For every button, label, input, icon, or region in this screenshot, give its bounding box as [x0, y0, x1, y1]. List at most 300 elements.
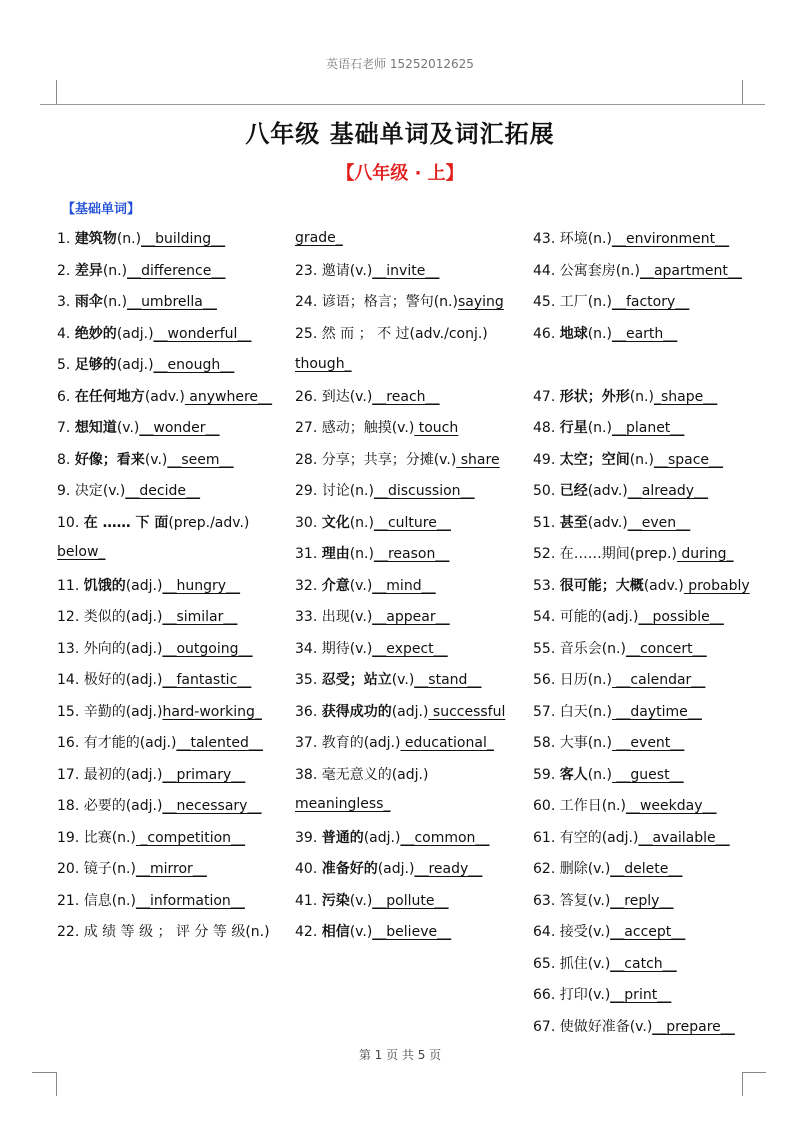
entry-pos: (v.)	[144, 451, 168, 468]
entry-pos: (n.)	[349, 546, 374, 562]
entry-number: 29.	[295, 483, 322, 499]
entry-chinese: 绝妙的	[74, 325, 117, 342]
entry-answer: educational_	[400, 735, 494, 751]
entry-chinese: 足够的	[74, 357, 117, 373]
vocab-entry	[295, 388, 440, 406]
entry-pos: (v.)	[349, 577, 373, 594]
entry-number: 48.	[533, 420, 560, 436]
entry-number: 34.	[295, 640, 322, 657]
vocab-entry	[57, 766, 245, 784]
entry-chinese: 污染	[321, 892, 350, 909]
entry-pos: (n.)	[245, 924, 270, 940]
entry-pos: (n.)	[601, 798, 626, 814]
entry-pos: (v.)	[587, 892, 611, 909]
entry-pos: (adj.)	[125, 703, 163, 720]
vocab-entry	[57, 640, 252, 658]
entry-chinese: 极好的	[83, 672, 126, 688]
vocab-entry	[295, 892, 449, 910]
entry-answer: __daytime__	[611, 703, 702, 720]
vocab-entry	[533, 955, 677, 973]
entry-pos: (n.)	[629, 388, 654, 405]
entry-number: 5.	[57, 357, 75, 373]
entry-answer: __mirror__	[135, 861, 207, 877]
entry-pos: (adv./conj.)	[409, 325, 488, 342]
vocab-entry	[295, 703, 505, 721]
vocab-entry	[295, 829, 489, 847]
entry-number: 49.	[533, 451, 560, 468]
entry-number: 47.	[533, 388, 560, 405]
entry-number: 66.	[533, 987, 560, 1003]
vocab-entry	[533, 892, 673, 910]
entry-answer: __outgoing__	[162, 640, 253, 657]
vocab-entry	[533, 419, 684, 437]
entry-answer: __ready__	[414, 861, 483, 877]
entry-pos: (n.)	[111, 892, 136, 909]
entry-number: 58.	[533, 735, 560, 751]
vocab-entry	[57, 293, 217, 311]
entry-number: 42.	[295, 924, 322, 940]
entry-chinese: 毫无意义的	[321, 766, 392, 783]
vocab-entry	[533, 451, 723, 469]
entry-answer: __decide__	[125, 483, 200, 499]
entry-number: 60.	[533, 798, 560, 814]
entry-number: 46.	[533, 325, 560, 342]
entry-answer: __guest__	[611, 766, 684, 783]
entry-answer: __talented__	[176, 735, 263, 751]
vocab-entry	[295, 923, 451, 941]
entry-chinese: 工作日	[559, 798, 602, 814]
entry-chinese: 在任何地方	[74, 388, 145, 405]
vocab-entry	[533, 1018, 735, 1036]
entry-chinese: 删除	[559, 861, 588, 877]
entry-pos: (v.)	[587, 955, 611, 972]
entry-pos: (n.)	[116, 231, 142, 247]
entry-chinese: 镜子	[83, 861, 112, 877]
entry-number: 27.	[295, 420, 322, 436]
vocab-entry	[295, 545, 449, 563]
entry-pos: (v.)	[349, 924, 373, 940]
entry-number: 7.	[57, 420, 75, 436]
vocab-entry	[57, 797, 261, 815]
entry-answer: _shape__	[653, 388, 718, 405]
entry-chinese: 教育的	[321, 735, 364, 751]
entry-pos: (adv.)	[587, 514, 628, 531]
entry-answer: hard-working_	[162, 703, 262, 720]
entry-pos: (adj.)	[601, 609, 639, 625]
entry-continuation: meaningless_	[295, 796, 391, 812]
vocab-entry	[533, 262, 742, 280]
entry-answer: __planet__	[611, 420, 685, 436]
entry-answer: __earth__	[611, 325, 678, 342]
entry-pos: (adj.)	[391, 703, 429, 720]
entry-chinese: 打印	[559, 987, 588, 1003]
vocab-entry	[533, 514, 690, 532]
entry-number: 33.	[295, 609, 322, 625]
page-subtitle: 【八年级 · 上】	[336, 163, 464, 184]
entry-number: 2.	[57, 262, 75, 279]
vocab-entry	[57, 923, 270, 941]
entry-chinese: 然 而 ； 不 过	[321, 325, 410, 342]
entry-answer: touch	[414, 420, 459, 436]
entry-answer: __primary__	[162, 766, 246, 783]
entry-pos: (n.)	[601, 640, 626, 657]
entry-chinese: 相信	[321, 924, 350, 940]
entry-pos: (adj.)	[125, 798, 163, 814]
vocab-entry	[295, 451, 500, 469]
entry-chinese: 获得成功的	[321, 703, 392, 720]
entry-pos: (v.)	[349, 609, 373, 625]
vocab-entry	[533, 640, 707, 658]
entry-chinese: 出现	[321, 609, 350, 625]
entry-pos: (adj.)	[363, 829, 401, 846]
vocab-entry	[533, 545, 734, 563]
vocab-entry	[57, 419, 220, 437]
entry-chinese: 使做好准备	[559, 1018, 630, 1035]
entry-chinese: 接受	[559, 924, 588, 940]
entry-answer: during_	[676, 546, 734, 562]
crop-mark	[742, 1072, 766, 1073]
entry-number: 50.	[533, 483, 560, 499]
entry-number: 52.	[533, 546, 560, 562]
entry-number: 40.	[295, 861, 322, 877]
entry-number: 31.	[295, 546, 322, 562]
entry-answer: __apartment__	[639, 262, 742, 279]
entry-chinese: 比赛	[83, 829, 112, 846]
entry-pos: (adj.)	[139, 735, 177, 751]
entry-number: 64.	[533, 924, 560, 940]
entry-pos: (adj.)	[125, 577, 163, 594]
entry-answer: __enough__	[153, 357, 235, 373]
vocab-entry	[57, 734, 263, 752]
section-label: 【基础单词】	[62, 202, 141, 217]
entry-answer: _competition__	[135, 829, 246, 846]
entry-chinese: 忍受；站立	[321, 672, 392, 688]
entry-chinese: 有空的	[559, 829, 602, 846]
entry-chinese: 差异	[74, 262, 103, 279]
entry-pos: (n.)	[587, 420, 612, 436]
vocab-entry	[295, 766, 428, 784]
entry-pos: (adj.)	[391, 766, 429, 783]
entry-number: 65.	[533, 955, 560, 972]
entry-chinese: 邀请	[321, 262, 350, 279]
vocab-entry	[533, 577, 750, 595]
page-footer: 第 1 页 共 5 页	[358, 1048, 442, 1062]
entry-number: 6.	[57, 388, 75, 405]
entry-pos: (adv.)	[587, 483, 628, 499]
vocab-entry	[295, 640, 448, 658]
entry-answer: anywhere__	[184, 388, 273, 405]
entry-number: 45.	[533, 294, 560, 310]
entry-number: 1.	[57, 231, 75, 247]
entry-pos: (v.)	[116, 420, 140, 436]
entry-answer: __believe__	[372, 924, 452, 940]
entry-number: 10.	[57, 514, 84, 531]
entry-answer: __event__	[611, 735, 685, 751]
entry-answer: __concert__	[625, 640, 707, 657]
entry-chinese: 外向的	[83, 640, 126, 657]
entry-chinese: 行星	[559, 420, 588, 436]
entry-pos: (n.)	[111, 829, 136, 846]
entry-answer: __building__	[141, 231, 226, 247]
entry-pos: (n.)	[587, 766, 612, 783]
entry-pos: (v.)	[391, 672, 415, 688]
entry-chinese: 最初的	[83, 766, 126, 783]
entry-number: 26.	[295, 388, 322, 405]
entry-answer: __available__	[638, 829, 730, 846]
entry-pos: (adj.)	[377, 861, 415, 877]
vocab-entry	[57, 608, 237, 626]
vocab-entry	[57, 388, 272, 406]
entry-number: 54.	[533, 609, 560, 625]
entry-number: 51.	[533, 514, 560, 531]
entry-number: 37.	[295, 735, 322, 751]
vocab-entry	[533, 671, 705, 689]
entry-answer: __fantastic__	[162, 672, 252, 688]
entry-answer: __weekday__	[625, 798, 717, 814]
entry-chinese: 在 …… 下 面	[83, 514, 169, 531]
entry-number: 4.	[57, 325, 75, 342]
entry-chinese: 分享；共享；分摊	[321, 451, 434, 468]
vocab-entry	[57, 356, 234, 374]
entry-answer: __reply__	[610, 892, 674, 909]
entry-answer: __even__	[627, 514, 691, 531]
entry-pos: (adj.)	[116, 357, 154, 373]
entry-pos: (n.)	[615, 262, 640, 279]
entry-answer: __similar__	[162, 609, 238, 625]
vocab-entry	[533, 797, 717, 815]
entry-answer: __appear__	[372, 609, 450, 625]
entry-chinese: 信息	[83, 892, 112, 909]
entry-number: 17.	[57, 766, 84, 783]
entry-chinese: 客人	[559, 766, 588, 783]
entry-answer: __catch__	[610, 955, 677, 972]
entry-pos: (adj.)	[125, 609, 163, 625]
entry-number: 57.	[533, 703, 560, 720]
vocab-entry	[295, 514, 451, 532]
entry-chinese: 感动；触摸	[321, 420, 392, 436]
entry-pos: (v.)	[349, 640, 373, 657]
entry-number: 38.	[295, 766, 322, 783]
entry-pos: (v.)	[349, 262, 373, 279]
entry-pos: (n.)	[629, 451, 654, 468]
vocab-entry	[295, 734, 494, 752]
crop-mark	[56, 80, 57, 104]
entry-number: 61.	[533, 829, 560, 846]
entry-number: 13.	[57, 640, 84, 657]
entry-pos: (n.)	[349, 483, 374, 499]
entry-answer: __information__	[135, 892, 245, 909]
vocab-entry	[295, 293, 504, 311]
entry-chinese: 讨论	[321, 483, 350, 499]
entry-answer: __calendar__	[611, 672, 706, 688]
entry-pos: (adj.)	[116, 325, 154, 342]
vocab-entry	[533, 829, 730, 847]
entry-pos: (v.)	[587, 924, 611, 940]
entry-chinese: 谚语；格言；警句	[321, 294, 434, 310]
entry-number: 21.	[57, 892, 84, 909]
entry-chinese: 答复	[559, 892, 588, 909]
entry-number: 35.	[295, 672, 322, 688]
entry-chinese: 大事	[559, 735, 588, 751]
entry-answer: __invite__	[372, 262, 440, 279]
entry-continuation: though_	[295, 356, 352, 372]
entry-number: 41.	[295, 892, 322, 909]
entry-chinese: 决定	[74, 483, 103, 499]
entry-number: 22.	[57, 924, 84, 940]
entry-chinese: 建筑物	[74, 231, 117, 247]
entry-number: 8.	[57, 451, 75, 468]
vocab-entry	[57, 262, 225, 280]
vocab-entry	[295, 482, 475, 500]
entry-pos: (n.)	[349, 514, 374, 531]
entry-number: 55.	[533, 640, 560, 657]
vocab-entry	[533, 388, 717, 406]
vocab-entry	[533, 734, 684, 752]
entry-answer: probably	[683, 577, 750, 594]
entry-number: 67.	[533, 1018, 560, 1035]
entry-answer: __already__	[627, 483, 709, 499]
entry-pos: (v.)	[629, 1018, 653, 1035]
entry-pos: (prep.)	[629, 546, 677, 562]
entry-pos: (prep./adv.)	[168, 514, 250, 531]
vocab-entry	[533, 608, 724, 626]
entry-pos: (n.)	[587, 325, 612, 342]
entry-answer: __discussion__	[373, 483, 475, 499]
entry-pos: (adj.)	[125, 672, 163, 688]
vocab-entry	[533, 766, 684, 784]
entry-number: 32.	[295, 577, 322, 594]
entry-answer: __factory__	[611, 294, 690, 310]
entry-chinese: 环境	[559, 231, 588, 247]
entry-pos: (v.)	[349, 388, 373, 405]
vocab-entry	[57, 703, 262, 721]
entry-answer: __mind__	[372, 577, 436, 594]
entry-number: 63.	[533, 892, 560, 909]
crop-mark	[32, 1072, 56, 1073]
entry-pos: (n.)	[102, 262, 128, 279]
entry-number: 56.	[533, 672, 560, 688]
entry-chinese: 可能的	[559, 609, 602, 625]
entry-chinese: 准备好的	[321, 861, 378, 877]
entry-number: 24.	[295, 294, 322, 310]
entry-pos: (n.)	[102, 294, 128, 310]
entry-number: 3.	[57, 294, 75, 310]
vocab-entry	[295, 608, 450, 626]
entry-number: 44.	[533, 262, 560, 279]
entry-pos: (adj.)	[363, 735, 401, 751]
page-title: 八年级 基础单词及词汇拓展	[245, 120, 555, 148]
entry-answer: __reach__	[372, 388, 440, 405]
entry-chinese: 普通的	[321, 829, 364, 846]
vocab-entry	[57, 829, 245, 847]
entry-answer: __necessary__	[162, 798, 262, 814]
entry-pos: (n.)	[587, 294, 612, 310]
crop-mark	[742, 80, 743, 104]
entry-number: 11.	[57, 577, 84, 594]
entry-number: 36.	[295, 703, 322, 720]
entry-chinese: 介意	[321, 577, 350, 594]
entry-answer: __hungry__	[162, 577, 240, 594]
vocab-entry	[57, 451, 234, 469]
entry-number: 9.	[57, 483, 75, 499]
entry-number: 20.	[57, 861, 84, 877]
page-header: 英语石老师 15252012625	[326, 57, 474, 71]
entry-answer: __expect__	[372, 640, 448, 657]
entry-pos: (n.)	[587, 231, 612, 247]
crop-mark	[56, 1072, 57, 1096]
entry-chinese: 有才能的	[83, 735, 140, 751]
vocab-entry	[57, 860, 207, 878]
entry-pos: (v.)	[102, 483, 126, 499]
entry-pos: (n.)	[111, 861, 136, 877]
vocab-entry	[295, 860, 482, 878]
entry-answer: __common__	[400, 829, 490, 846]
entry-number: 12.	[57, 609, 84, 625]
crop-mark	[742, 1072, 743, 1096]
entry-pos: (n.)	[587, 735, 612, 751]
entry-number: 16.	[57, 735, 84, 751]
entry-answer: __seem__	[167, 451, 234, 468]
vocab-entry	[57, 577, 240, 595]
vocab-entry	[533, 860, 682, 878]
entry-pos: (v.)	[349, 892, 373, 909]
vocab-entry	[295, 325, 488, 343]
vocab-entry	[295, 419, 458, 437]
vocab-entry	[533, 325, 677, 343]
entry-number: 23.	[295, 262, 322, 279]
entry-chinese: 期待	[321, 640, 350, 657]
entry-pos: (adj.)	[125, 766, 163, 783]
entry-answer: __print__	[610, 987, 672, 1003]
vocab-entry	[295, 577, 436, 595]
entry-answer: saying	[457, 294, 504, 310]
entry-answer: __stand__	[414, 672, 482, 688]
entry-number: 15.	[57, 703, 84, 720]
entry-chinese: 好像；看来	[74, 451, 145, 468]
vocab-entry	[533, 482, 708, 500]
vocab-entry	[57, 325, 251, 343]
entry-answer: __delete__	[610, 861, 683, 877]
entry-pos: (v.)	[433, 451, 457, 468]
vocab-entry	[295, 671, 481, 689]
entry-number: 19.	[57, 829, 84, 846]
entry-answer: __wonderful__	[153, 325, 252, 342]
entry-chinese: 必要的	[83, 798, 126, 814]
entry-pos: (adj.)	[125, 640, 163, 657]
entry-number: 28.	[295, 451, 322, 468]
entry-number: 59.	[533, 766, 560, 783]
vocab-entry	[57, 230, 225, 248]
entry-answer: __space__	[653, 451, 724, 468]
entry-pos: (adj.)	[601, 829, 639, 846]
vocab-entry	[533, 293, 689, 311]
entry-chinese: 类似的	[83, 609, 126, 625]
entry-chinese: 很可能；大概	[559, 577, 644, 594]
entry-pos: (n.)	[587, 703, 612, 720]
vocab-entry	[533, 923, 685, 941]
entry-chinese: 辛勤的	[83, 703, 126, 720]
entry-pos: (v.)	[587, 861, 611, 877]
entry-answer: __pollute__	[372, 892, 449, 909]
entry-chinese: 雨伞	[74, 294, 103, 310]
entry-answer: __umbrella__	[127, 294, 217, 310]
header-rule	[40, 104, 765, 105]
entry-chinese: 想知道	[74, 420, 117, 436]
vocab-entry	[57, 671, 251, 689]
entry-number: 62.	[533, 861, 560, 877]
entry-pos: (v.)	[587, 987, 611, 1003]
vocab-entry	[295, 262, 439, 280]
